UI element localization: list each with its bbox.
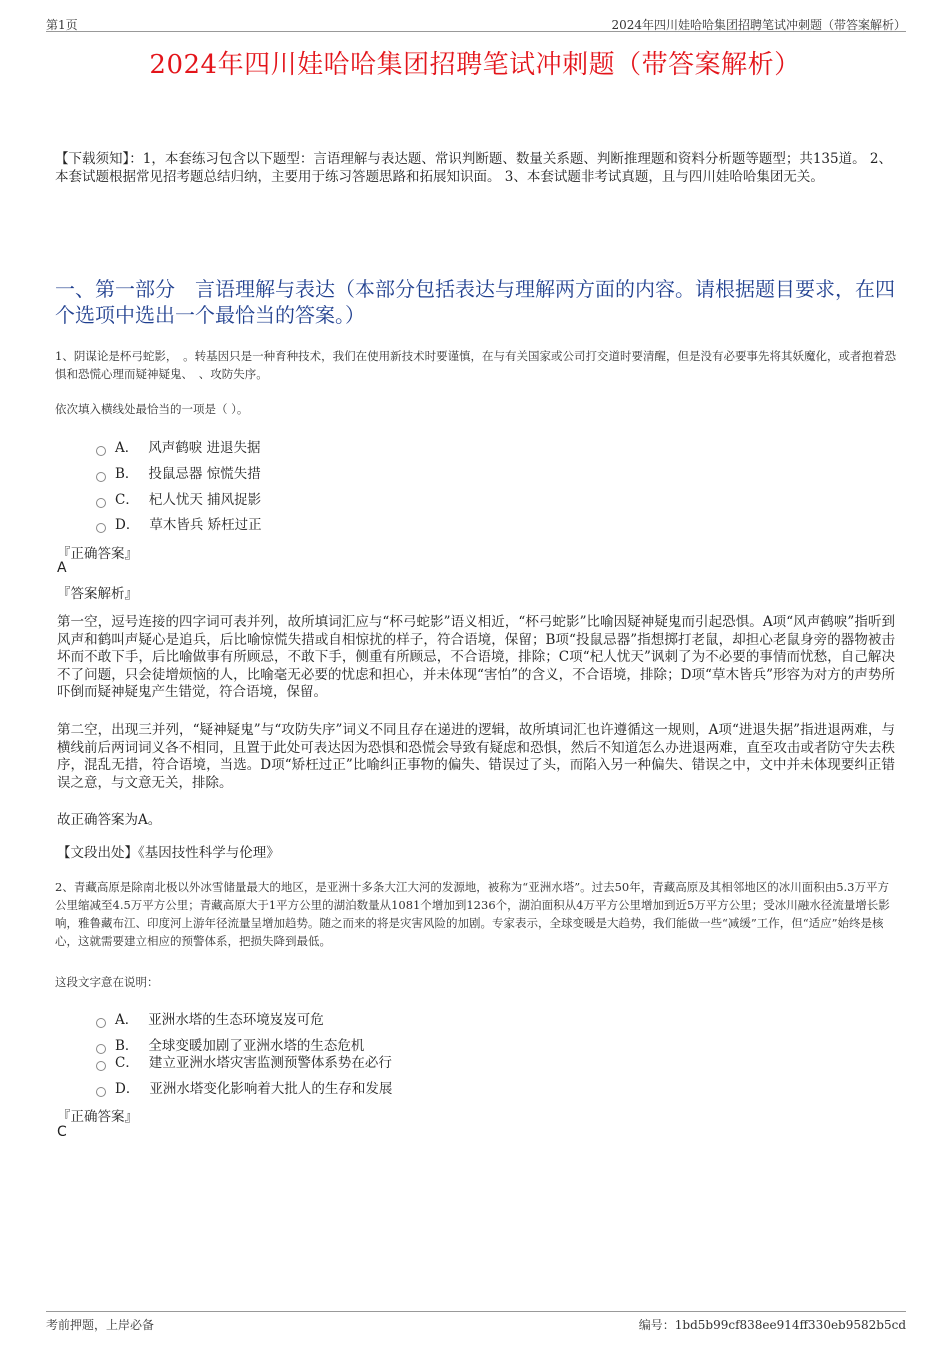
option-a[interactable]: A． 亚洲水塔的生态环境岌岌可危 — [96, 1008, 324, 1028]
analysis-conclusion: 故正确答案为A。 — [57, 812, 162, 828]
option-d[interactable]: D． 亚洲水塔变化影响着大批人的生存和发展 — [96, 1077, 392, 1097]
download-notice: 【下载须知】：1，本套练习包含以下题型：言语理解与表达题、常识判断题、数量关系题、判断推理题和资料分析题等题型；共135道。 2、本套试题根据常见招考题总结归纳，主要用于练习答题思路和拓展知识面。 3、本套试题非考试真题，且与四川娃哈哈集团无关。 — [55, 151, 892, 185]
correct-answer-label: 『正确答案』 — [57, 1109, 138, 1125]
radio-icon[interactable] — [96, 472, 106, 482]
correct-answer-label: 『正确答案』 — [57, 546, 138, 562]
source-citation: 【文段出处】《基因技性科学与伦理》 — [57, 845, 280, 861]
question-1-prompt: 依次填入横线处最恰当的一项是（ ）。 — [55, 402, 249, 416]
option-d[interactable]: D． 草木皆兵 矫枉过正 — [96, 513, 262, 533]
option-c[interactable]: C． 建立亚洲水塔灾害监测预警体系势在必行 — [96, 1051, 392, 1071]
page-footer — [46, 1311, 906, 1331]
option-b[interactable]: B． 全球变暖加剧了亚洲水塔的生态危机 — [96, 1034, 364, 1054]
question-1-text: 1、阴谋论是杯弓蛇影， 。转基因只是一种育种技术，我们在使用新技术时要谨慎，在与有关国家或公司打交道时要清醒，但是没有必要事先将其妖魔化，或者抱着恐惧和恐慌心理而疑神疑鬼、 、攻防失序。 — [55, 349, 897, 381]
radio-icon[interactable] — [96, 1061, 106, 1071]
page-header — [46, 14, 906, 32]
section-heading: 一、第一部分 言语理解与表达（本部分包括表达与理解两方面的内容。请根据题目要求，在四个选项中选出一个最恰当的答案。） — [55, 277, 895, 327]
radio-icon[interactable] — [96, 498, 106, 508]
running-title: 2024年四川娃哈哈集团招聘笔试冲刺题（带答案解析） — [611, 18, 906, 32]
radio-icon[interactable] — [96, 523, 106, 533]
question-2-text: 2、青藏高原是除南北极以外冰雪储量最大的地区，是亚洲十多条大江大河的发源地，被称为“亚洲水塔”。过去50年，青藏高原及其相邻地区的冰川面积由5.3万平方公里缩减至4.5万平方公里；青藏高原大于1平方公里的湖泊数量从1081个增加到1236个，湖泊面积从4万平方公里增加到近5万平方公里；受冰川融水径流量增长影响，雅鲁藏布江、印度河上游年径流量呈增加趋势。随之而来的将是灾害风险的加剧。专家表示，全球变暖是大趋势，我们能做一些“减缓”工作，但“适应”始终是核心，这就需要建立相应的预警体系，把损失降到最低。 — [55, 880, 890, 948]
radio-icon[interactable] — [96, 446, 106, 456]
radio-icon[interactable] — [96, 1018, 106, 1028]
footer-slogan: 考前押题，上岸必备 — [46, 1318, 155, 1332]
correct-answer: A — [57, 560, 67, 576]
analysis-label: 『答案解析』 — [57, 586, 138, 602]
document-id: 编号：1bd5b99cf838ee914ff330eb9582b5cd — [638, 1318, 906, 1332]
option-b[interactable]: B． 投鼠忌器 惊慌失措 — [96, 462, 261, 482]
radio-icon[interactable] — [96, 1087, 106, 1097]
analysis-paragraph-2: 第二空，出现三并列，“疑神疑鬼”与“攻防失序”词义不同且存在递进的逻辑，故所填词汇也许遵循这一规则，A项“进退失据”指进退两难，与横线前后两词词义各不相同，且置于此处可表达因为恐惧和恐慌会导致有疑虑和恐惧，然后不知道怎么办进退两难，直至攻击或者防守失去秩序，混乱无措，符合语境，当选。D项“矫枉过正”比喻纠正事物的偏失、错误过了头，而陷入另一种偏失、错误之中，文中并未体现要纠正错误之意，与文意无关，排除。 — [57, 722, 895, 791]
option-a[interactable]: A． 风声鹤唳 进退失据 — [96, 436, 261, 456]
document-title: 2024年四川娃哈哈集团招聘笔试冲刺题（带答案解析） — [149, 50, 801, 80]
option-c[interactable]: C． 杞人忧天 捕风捉影 — [96, 488, 261, 508]
question-2-prompt: 这段文字意在说明： — [55, 975, 159, 989]
page-number: 第1页 — [46, 18, 78, 32]
analysis-paragraph-1: 第一空，逗号连接的四字词可表并列，故所填词汇应与“杯弓蛇影”语义相近，“杯弓蛇影”比喻因疑神疑鬼而引起恐惧。A项“风声鹤唳”指听到风声和鹤叫声疑心是追兵，后比喻惊慌失措或自相惊扰的样子，符合语境，保留；B项“投鼠忌器”指想掷打老鼠，却担心老鼠身旁的器物被击坏而不敢下手，后比喻做事有所顾忌，不敢下手，侧重有所顾忌，不合语境，排除；C项“杞人忧天”讽刺了为不必要的事情而忧愁，自己解决不了问题，只会徒增烦恼的人，比喻毫无必要的忧虑和担心，并未体现“害怕”的含义，不合语境，排除；D项“草木皆兵”形容为对方的声势所吓倒而疑神疑鬼产生错觉，符合语境，保留。 — [57, 614, 895, 700]
correct-answer: C — [57, 1124, 67, 1140]
